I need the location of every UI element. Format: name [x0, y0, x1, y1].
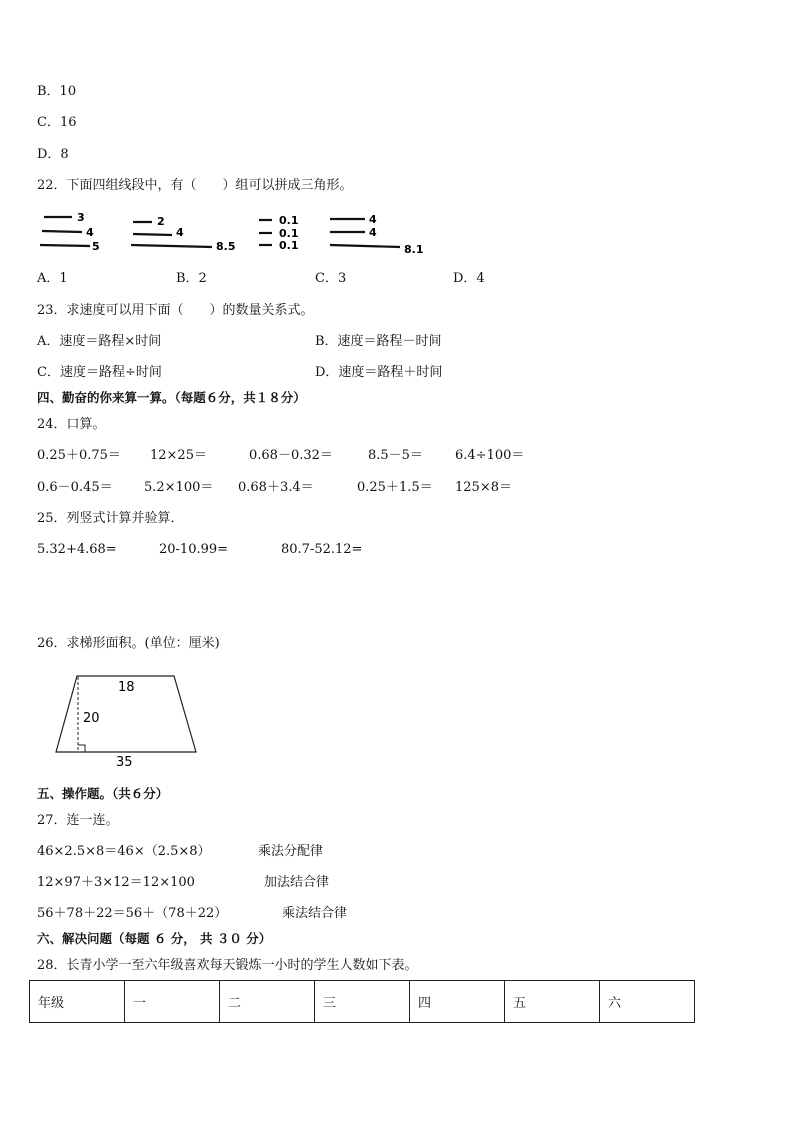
table-header-cell: 三 — [315, 981, 410, 1023]
seg3-label-c: 0.1 — [279, 239, 299, 252]
seg4-label-c: 8.1 — [404, 243, 424, 256]
section-4-title: 四、勤奋的你来算一算。（每题６分，共１８分） — [37, 390, 306, 405]
q22-segments-figure — [0, 205, 460, 260]
table-header-cell: 一 — [125, 981, 220, 1023]
q27-right-2[interactable]: 加法结合律 — [264, 875, 330, 890]
table-header-cell: 年级 — [30, 981, 125, 1023]
trapezoid-bottom-label: 35 — [116, 755, 133, 770]
q24-r1-c5: 6.4÷100＝ — [455, 448, 525, 463]
q24-r2-c2: 5.2×100＝ — [144, 480, 214, 495]
seg4-label-a: 4 — [369, 213, 377, 226]
seg4-label-b: 4 — [369, 226, 377, 239]
q24-r2-c4: 0.25＋1.5＝ — [357, 480, 433, 495]
table-header-cell: 四 — [410, 981, 505, 1023]
q21-option-d: D．8 — [37, 147, 69, 162]
q22-question: 22．下面四组线段中，有（ ）组可以拼成三角形。 — [37, 178, 353, 193]
seg3-label-a: 0.1 — [279, 214, 299, 227]
q22-option-b: B．2 — [176, 271, 207, 286]
q24-r1-c1: 0.25＋0.75＝ — [37, 448, 121, 463]
segment-group-4 — [330, 219, 400, 247]
table-header-cell: 二 — [220, 981, 315, 1023]
q25-item-3: 80.7-52.12= — [281, 542, 363, 557]
q24-question: 24．口算。 — [37, 417, 106, 432]
seg1-label-c: 5 — [92, 240, 100, 253]
q23-question: 23．求速度可以用下面（ ）的数量关系式。 — [37, 303, 314, 318]
q24-r2-c5: 125×8＝ — [455, 480, 512, 495]
trapezoid-height-label: 20 — [83, 711, 100, 726]
q24-r1-c2: 12×25＝ — [150, 448, 207, 463]
seg2-label-a: 2 — [157, 215, 165, 228]
q28-question: 28．长青小学一至六年级喜欢每天锻炼一小时的学生人数如下表。 — [37, 958, 418, 973]
q23-option-a: A．速度＝路程×时间 — [37, 334, 162, 349]
q22-option-a: A．1 — [37, 271, 68, 286]
seg2-label-c: 8.5 — [216, 240, 236, 253]
seg3-label-b: 0.1 — [279, 227, 299, 240]
q25-item-2: 20-10.99= — [159, 542, 229, 557]
table-header-cell: 六 — [600, 981, 695, 1023]
q24-r2-c3: 0.68＋3.4＝ — [238, 480, 314, 495]
table-header-cell: 五 — [505, 981, 600, 1023]
q24-r2-c1: 0.6－0.45＝ — [37, 480, 113, 495]
q24-r1-c4: 8.5－5＝ — [368, 448, 423, 463]
q21-option-b: B．10 — [37, 84, 77, 99]
q26-question: 26．求梯形面积。(单位：厘米) — [37, 636, 220, 651]
q25-item-1: 5.32+4.68= — [37, 542, 117, 557]
table-row — [30, 981, 695, 1023]
q25-question: 25．列竖式计算并验算． — [37, 511, 184, 526]
q24-r1-c3: 0.68－0.32＝ — [249, 448, 333, 463]
trapezoid-top-label: 18 — [118, 680, 135, 695]
q27-left-2: 12×97＋3×12＝12×100 — [37, 875, 195, 890]
q27-question: 27．连一连。 — [37, 813, 119, 828]
q27-left-3: 56＋78＋22＝56＋（78＋22） — [37, 906, 228, 921]
seg1-label-b: 4 — [86, 226, 94, 239]
trapezoid-figure — [40, 668, 220, 776]
section-6-title: 六、解决问题（每题 ６ 分， 共 ３０ 分） — [37, 931, 272, 946]
q22-option-c: C．3 — [315, 271, 347, 286]
q22-option-d: D．4 — [453, 271, 485, 286]
q27-right-1[interactable]: 乘法分配律 — [258, 844, 324, 859]
section-5-title: 五、操作题。（共６分） — [37, 786, 169, 801]
seg1-label-a: 3 — [77, 211, 85, 224]
q27-right-3[interactable]: 乘法结合律 — [282, 906, 348, 921]
q21-option-c: C．16 — [37, 115, 77, 130]
q27-left-1: 46×2.5×8＝46×（2.5×8） — [37, 844, 211, 859]
q23-option-c: C．速度＝路程÷时间 — [37, 365, 162, 380]
seg2-label-b: 4 — [176, 226, 184, 239]
q23-option-d: D．速度＝路程＋时间 — [315, 365, 443, 380]
grade-table — [29, 980, 695, 1023]
q23-option-b: B．速度＝路程－时间 — [315, 334, 442, 349]
segment-group-3 — [259, 220, 272, 245]
segment-group-2 — [131, 222, 212, 247]
